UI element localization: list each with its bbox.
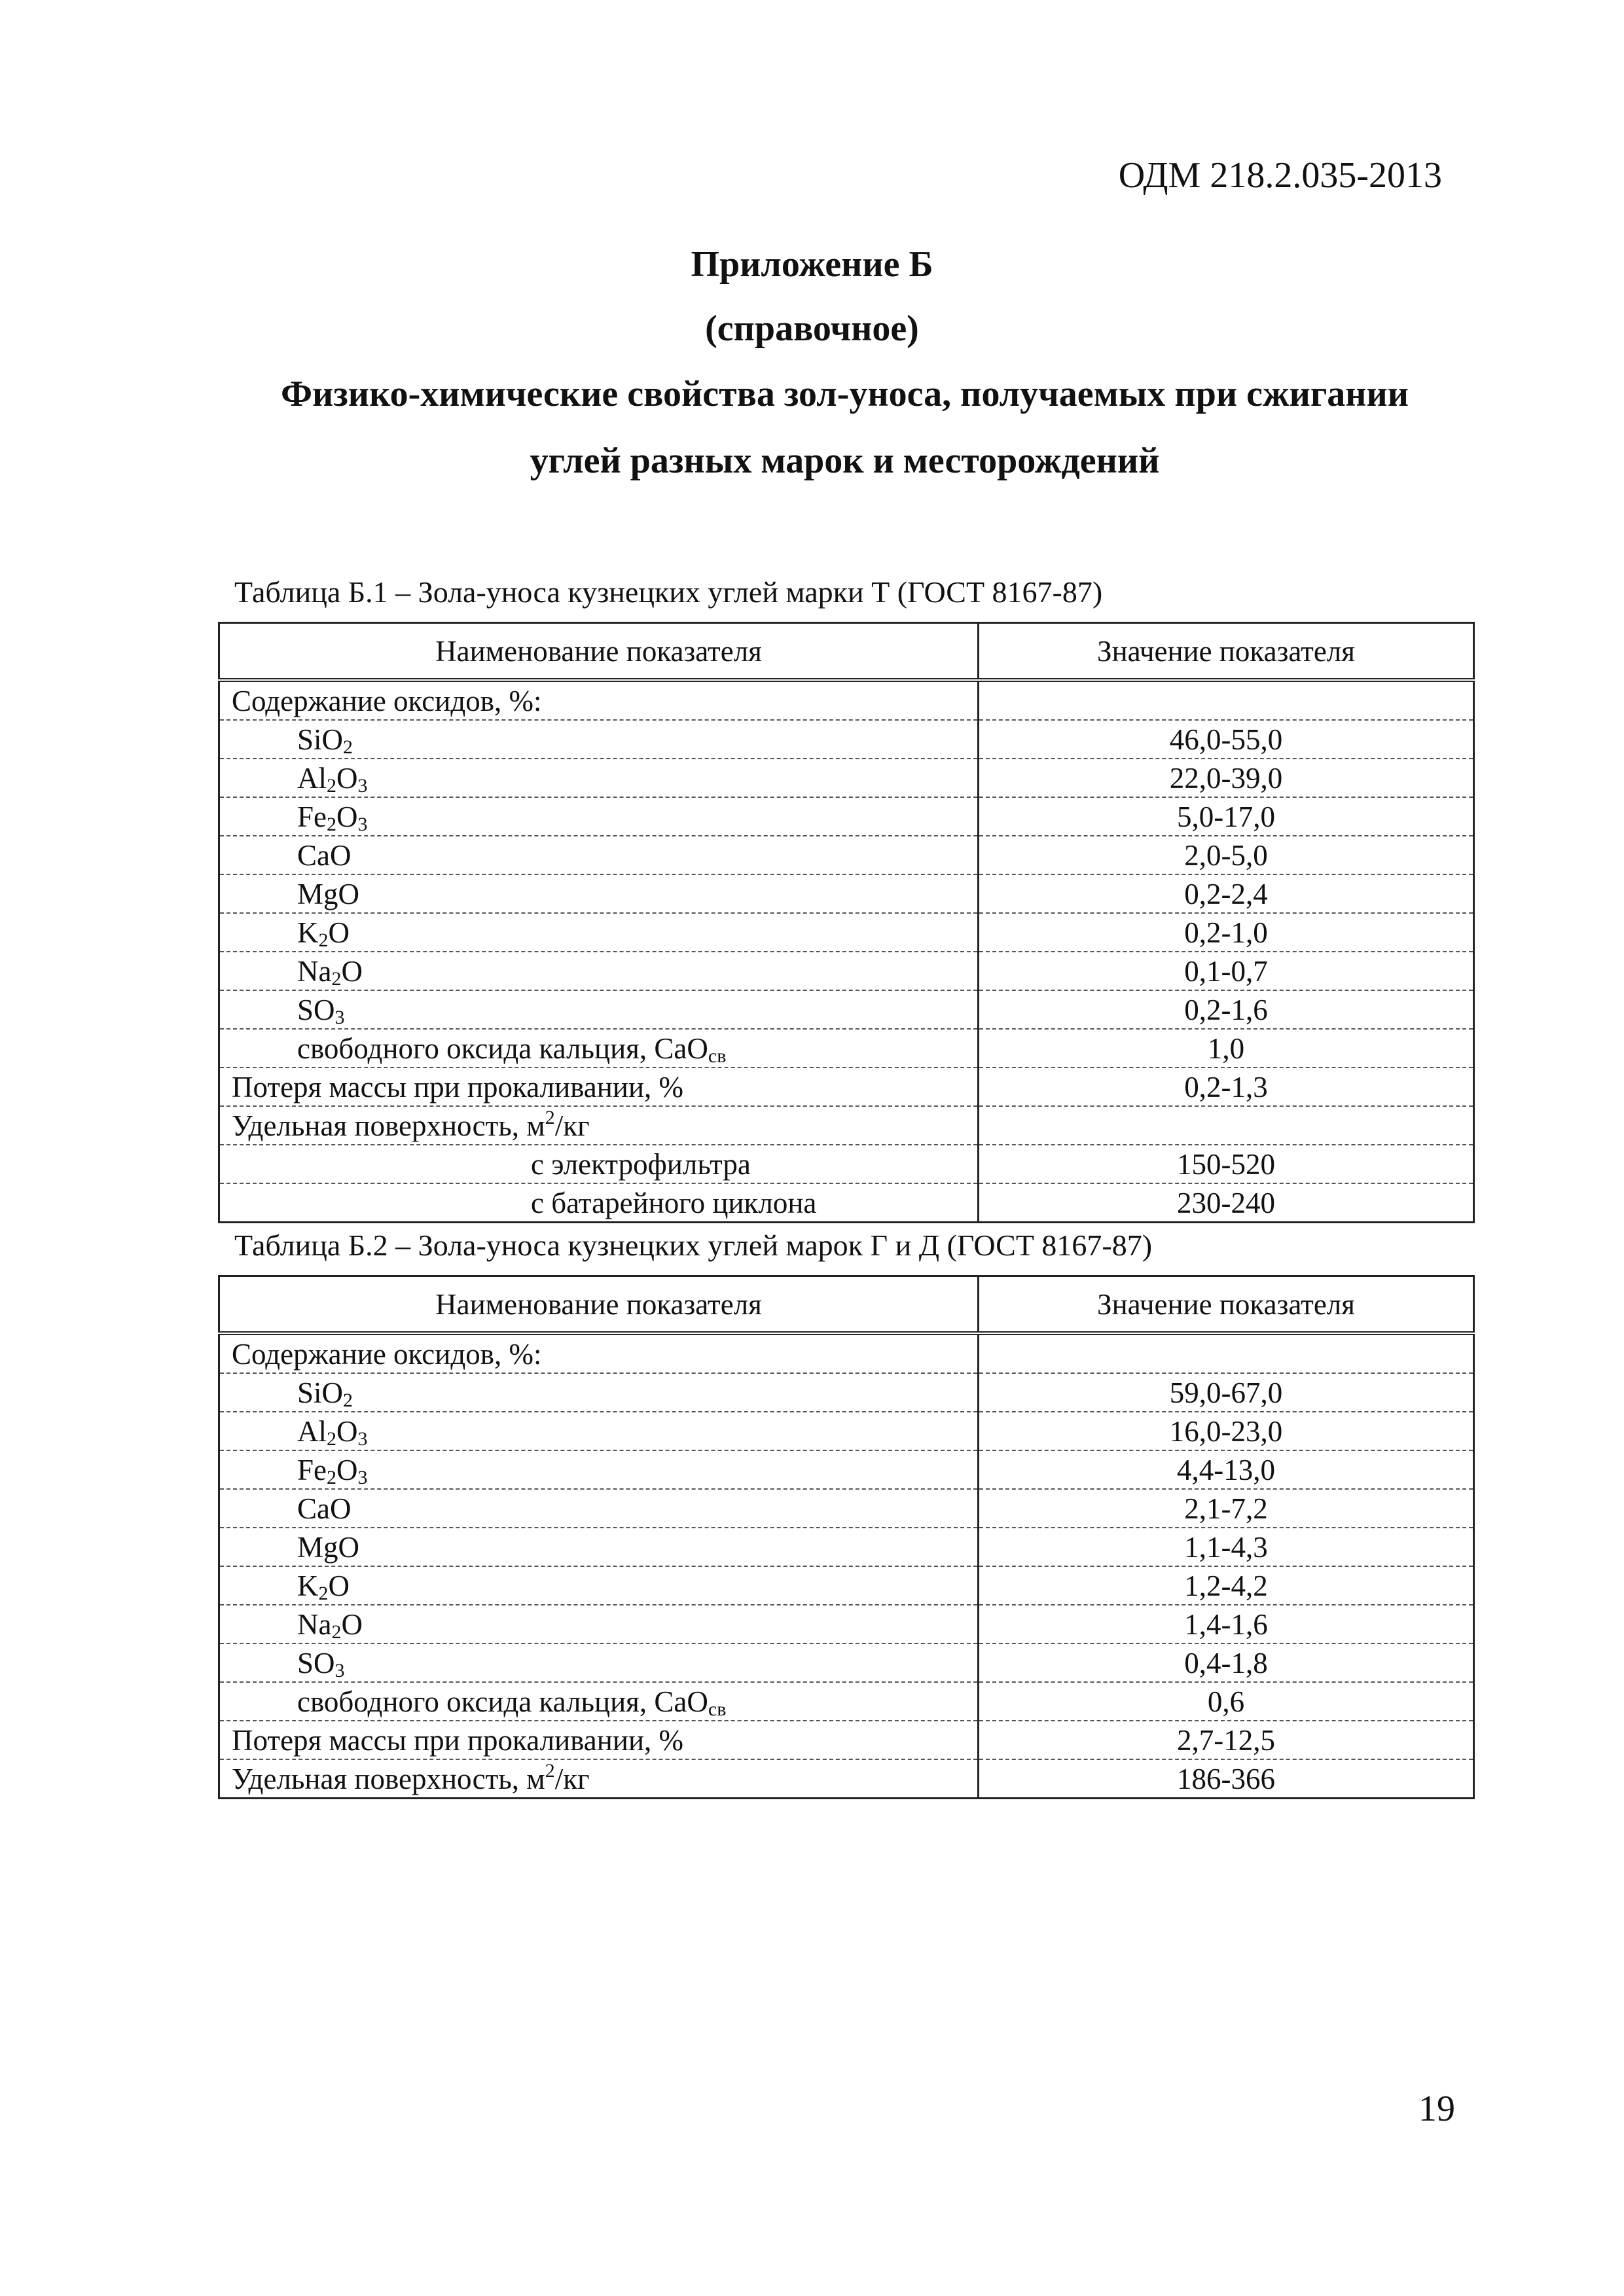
row-value: 2,0-5,0 [979, 836, 1474, 874]
table-row [219, 952, 1474, 990]
table-row [219, 1566, 1474, 1605]
row-label: MgO [219, 874, 979, 913]
table2-header-value: Значение показателя [979, 1276, 1474, 1334]
row-value: 46,0-55,0 [979, 720, 1474, 759]
row-value: 0,2-1,6 [979, 990, 1474, 1029]
row-value: 1,0 [979, 1029, 1474, 1067]
formula-subscript: 2 [327, 1466, 336, 1488]
formula-part: Na [297, 1607, 332, 1641]
table-row [219, 1106, 1474, 1145]
table-row [219, 1643, 1474, 1682]
row-value: 0,2-1,0 [979, 913, 1474, 952]
superscript: 2 [545, 1759, 555, 1782]
row-label: MgO [219, 1528, 979, 1566]
row-label: CaO [219, 836, 979, 874]
row-label: с батарейного циклона [219, 1183, 979, 1223]
row-value: 2,1-7,2 [979, 1489, 1474, 1528]
appendix-title: Приложение Б [691, 244, 933, 285]
table2-header-name: Наименование показателя [219, 1276, 979, 1334]
row-label [219, 1450, 979, 1489]
row-label [219, 1605, 979, 1643]
table-row [219, 913, 1474, 952]
row-label [219, 797, 979, 836]
table-row [219, 720, 1474, 759]
row-value [979, 1333, 1474, 1373]
formula-subscript: 3 [334, 1006, 345, 1028]
row-label [219, 1566, 979, 1605]
row-value: 2,7-12,5 [979, 1721, 1474, 1759]
table-row [219, 990, 1474, 1029]
formula-subscript: 2 [327, 774, 336, 797]
appendix-type: (справочное) [705, 308, 919, 349]
formula-part: O [336, 800, 358, 833]
formula-part: K [297, 1569, 319, 1602]
formula-part: свободного оксида кальция, CaO [297, 1031, 708, 1065]
table1-header-name: Наименование показателя [219, 623, 979, 681]
formula-subscript: 2 [331, 1621, 342, 1643]
row-value: 16,0-23,0 [979, 1412, 1474, 1450]
formula-part: Fe [297, 1453, 327, 1486]
table1-header-value: Значение показателя [979, 623, 1474, 681]
row-value: 1,2-4,2 [979, 1566, 1474, 1605]
formula-subscript: 2 [318, 929, 329, 951]
row-label [219, 952, 979, 990]
row-label: с электрофильтра [219, 1145, 979, 1183]
row-value: 186-366 [979, 1759, 1474, 1799]
table1-header-row [219, 623, 1474, 681]
formula-part: O [341, 1607, 363, 1641]
table-row [219, 797, 1474, 836]
formula-subscript: 3 [357, 1466, 368, 1488]
formula-part: Al [297, 1414, 327, 1448]
table-row [219, 1412, 1474, 1450]
table-row [219, 1489, 1474, 1528]
table2-header-row [219, 1276, 1474, 1334]
row-value: 59,0-67,0 [979, 1373, 1474, 1412]
formula-subscript: 2 [318, 1582, 329, 1604]
row-value: 0,4-1,8 [979, 1643, 1474, 1682]
table-row [219, 1759, 1474, 1799]
table-row [219, 1682, 1474, 1721]
table-row [219, 1721, 1474, 1759]
row-value: 230-240 [979, 1183, 1474, 1223]
row-value [979, 680, 1474, 720]
table-row [219, 1333, 1474, 1373]
label-part: /кг [554, 1109, 590, 1142]
formula-part: SO [297, 993, 335, 1026]
page-number: 19 [1418, 2089, 1455, 2129]
row-value: 0,2-1,3 [979, 1067, 1474, 1106]
row-label [219, 1373, 979, 1412]
formula-part: Si [297, 723, 322, 756]
title-line-2: углей разных марок и месторождений [530, 440, 1160, 481]
formula-part: Al [297, 761, 327, 795]
formula-subscript: 2 [331, 967, 342, 990]
table1 [218, 622, 1475, 1223]
formula-subscript: св [708, 1698, 727, 1720]
row-label [219, 1759, 979, 1799]
row-value: 1,4-1,6 [979, 1605, 1474, 1643]
row-label [219, 1682, 979, 1721]
row-label [219, 1106, 979, 1145]
table-row [219, 1373, 1474, 1412]
row-value: 0,1-0,7 [979, 952, 1474, 990]
title-line-1: Физико-химические свойства зол-уноса, получаемых при сжигании [280, 374, 1409, 414]
table-row [219, 1029, 1474, 1067]
row-label [219, 913, 979, 952]
table-row [219, 1183, 1474, 1223]
row-value: 1,1-4,3 [979, 1528, 1474, 1566]
formula-part: O [336, 1414, 358, 1448]
formula-subscript: св [708, 1045, 727, 1067]
table-row [219, 1067, 1474, 1106]
table-row [219, 1605, 1474, 1643]
row-value: 4,4-13,0 [979, 1450, 1474, 1489]
table-row [219, 759, 1474, 797]
row-label: Содержание оксидов, %: [219, 1333, 979, 1373]
formula-subscript: 2 [327, 813, 336, 835]
formula-part: SiO [297, 1376, 344, 1409]
formula-part: O [341, 954, 363, 988]
formula-part: O [328, 916, 350, 949]
formula-part: SO [297, 1646, 335, 1679]
formula-subscript: 3 [334, 1659, 345, 1681]
formula-part: O [336, 1453, 358, 1486]
row-label [219, 1643, 979, 1682]
formula-subscript: 3 [357, 813, 368, 835]
row-label [219, 990, 979, 1029]
row-value: 0,2-2,4 [979, 874, 1474, 913]
formula-part: K [297, 916, 319, 949]
formula-subscript: 3 [357, 774, 368, 797]
row-label: Потеря массы при прокаливании, % [219, 1721, 979, 1759]
formula-part: O [336, 761, 358, 795]
table2-caption: Таблица Б.2 – Зола-уноса кузнецких углей марок Г и Д (ГОСТ 8167-87) [234, 1229, 1153, 1262]
row-value: 0,6 [979, 1682, 1474, 1721]
row-value: 22,0-39,0 [979, 759, 1474, 797]
formula-subscript: 2 [343, 1389, 353, 1411]
label-part: /кг [554, 1762, 590, 1795]
row-value: 150-520 [979, 1145, 1474, 1183]
row-label [219, 720, 979, 759]
formula-part: свободного оксида кальция, CaO [297, 1685, 708, 1718]
table-row [219, 836, 1474, 874]
table-row [219, 680, 1474, 720]
row-label: Потеря массы при прокаливании, % [219, 1067, 979, 1106]
formula-part: Fe [297, 800, 327, 833]
table2 [218, 1275, 1475, 1799]
table-row [219, 1528, 1474, 1566]
row-value [979, 1106, 1474, 1145]
table-row [219, 874, 1474, 913]
row-label: CaO [219, 1489, 979, 1528]
formula-subscript: 2 [343, 736, 353, 758]
row-label: Содержание оксидов, %: [219, 680, 979, 720]
formula-part: O [328, 1569, 350, 1602]
label-part: Удельная поверхность, м [232, 1109, 545, 1142]
superscript: 2 [545, 1106, 555, 1128]
label-part: Удельная поверхность, м [232, 1762, 545, 1795]
table-row [219, 1145, 1474, 1183]
row-label [219, 1029, 979, 1067]
formula-part: Na [297, 954, 332, 988]
row-label [219, 759, 979, 797]
row-label [219, 1412, 979, 1450]
formula-subscript: 3 [357, 1427, 368, 1450]
row-value: 5,0-17,0 [979, 797, 1474, 836]
table-row [219, 1450, 1474, 1489]
formula-subscript: 2 [327, 1427, 336, 1450]
formula-part: O [321, 723, 344, 756]
document-code: ОДМ 218.2.035-2013 [1118, 155, 1442, 196]
table1-caption: Таблица Б.1 – Зола-уноса кузнецких углей марки Т (ГОСТ 8167-87) [234, 575, 1103, 609]
